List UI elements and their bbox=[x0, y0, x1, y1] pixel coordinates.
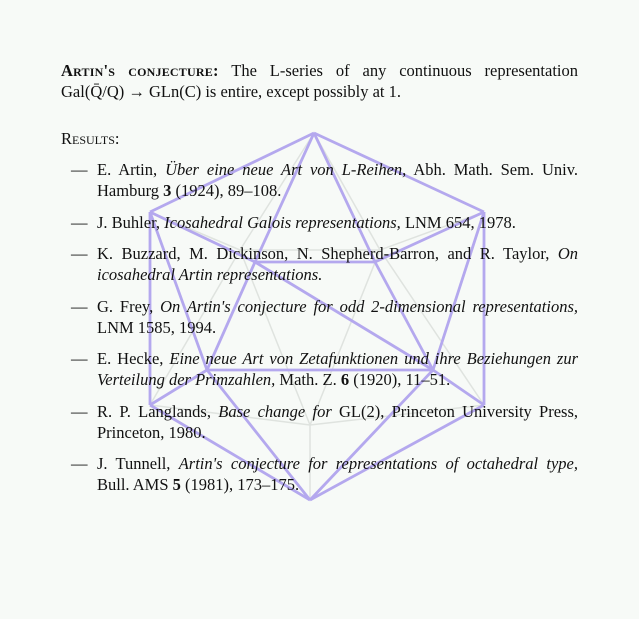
ref-title: Über eine neue Art von L-Reihen, bbox=[165, 160, 407, 179]
reference-buzzard bbox=[61, 243, 578, 285]
results-heading: Results: bbox=[61, 129, 120, 148]
ref-source: Bull. AMS bbox=[97, 475, 169, 494]
ref-author: K. Buzzard, M. Dickinson, N. Shepherd-Barron, and R. Taylor, bbox=[97, 244, 550, 263]
document-body bbox=[61, 60, 578, 506]
ref-author: J. Buhler, bbox=[97, 212, 161, 232]
list-dash: — bbox=[71, 244, 88, 263]
list-dash: — bbox=[71, 212, 88, 232]
ref-title: Icosahedral Galois representations, bbox=[164, 212, 401, 232]
ref-rest: (1924), 89–108. bbox=[175, 181, 282, 200]
ref-rest: (1920), 11–51. bbox=[353, 370, 451, 389]
reference-buhler bbox=[61, 212, 578, 233]
ref-source: GL(2), Princeton University Press, Princeton, 1980. bbox=[97, 401, 579, 442]
list-dash: — bbox=[71, 160, 88, 179]
ref-author: E. Hecke, bbox=[97, 349, 164, 368]
ref-volume: 3 bbox=[163, 181, 172, 200]
ref-source: LNM 1585, 1994. bbox=[97, 317, 217, 337]
ref-author: J. Tunnell, bbox=[97, 454, 171, 473]
list-dash: — bbox=[71, 401, 88, 421]
reference-tunnell bbox=[61, 453, 578, 495]
reference-langlands bbox=[61, 401, 578, 443]
ref-source: Abh. Math. Sem. Univ. Hamburg bbox=[97, 160, 579, 200]
list-dash: — bbox=[71, 296, 88, 316]
ref-author: E. Artin, bbox=[97, 160, 158, 179]
ref-title: On Artin's conjecture for odd 2-dimensional representations, bbox=[160, 296, 579, 316]
ref-source: LNM 654, 1978. bbox=[404, 212, 516, 232]
ref-rest: (1981), 173–175. bbox=[185, 475, 300, 494]
ref-source: Math. Z. bbox=[279, 370, 337, 389]
reference-artin bbox=[61, 159, 578, 201]
ref-author: R. P. Langlands, bbox=[97, 401, 211, 421]
list-dash: — bbox=[71, 454, 88, 473]
conjecture-paragraph bbox=[61, 60, 578, 102]
ref-author: G. Frey, bbox=[97, 296, 154, 316]
reference-frey bbox=[61, 296, 578, 338]
ref-title: Eine neue Art von Zetafunktionen und ihre Beziehungen zur Verteilung der Primzahlen, bbox=[97, 349, 579, 389]
ref-volume: 6 bbox=[340, 370, 350, 389]
ref-title: On icosahedral Artin representations. bbox=[97, 244, 578, 284]
conjecture-heading: Artin's conjecture: bbox=[61, 61, 219, 80]
conjecture-text: The L-series of any continuous representation Gal(Q̄/Q) → GLn(C) is entire, except possibly at 1. bbox=[61, 61, 579, 101]
ref-title: Base change for bbox=[218, 401, 332, 421]
reference-list bbox=[61, 159, 578, 495]
ref-volume: 5 bbox=[172, 475, 181, 494]
ref-title: Artin's conjecture for representations of octahedral type, bbox=[178, 454, 578, 473]
list-dash: — bbox=[71, 349, 88, 368]
reference-hecke bbox=[61, 348, 578, 390]
